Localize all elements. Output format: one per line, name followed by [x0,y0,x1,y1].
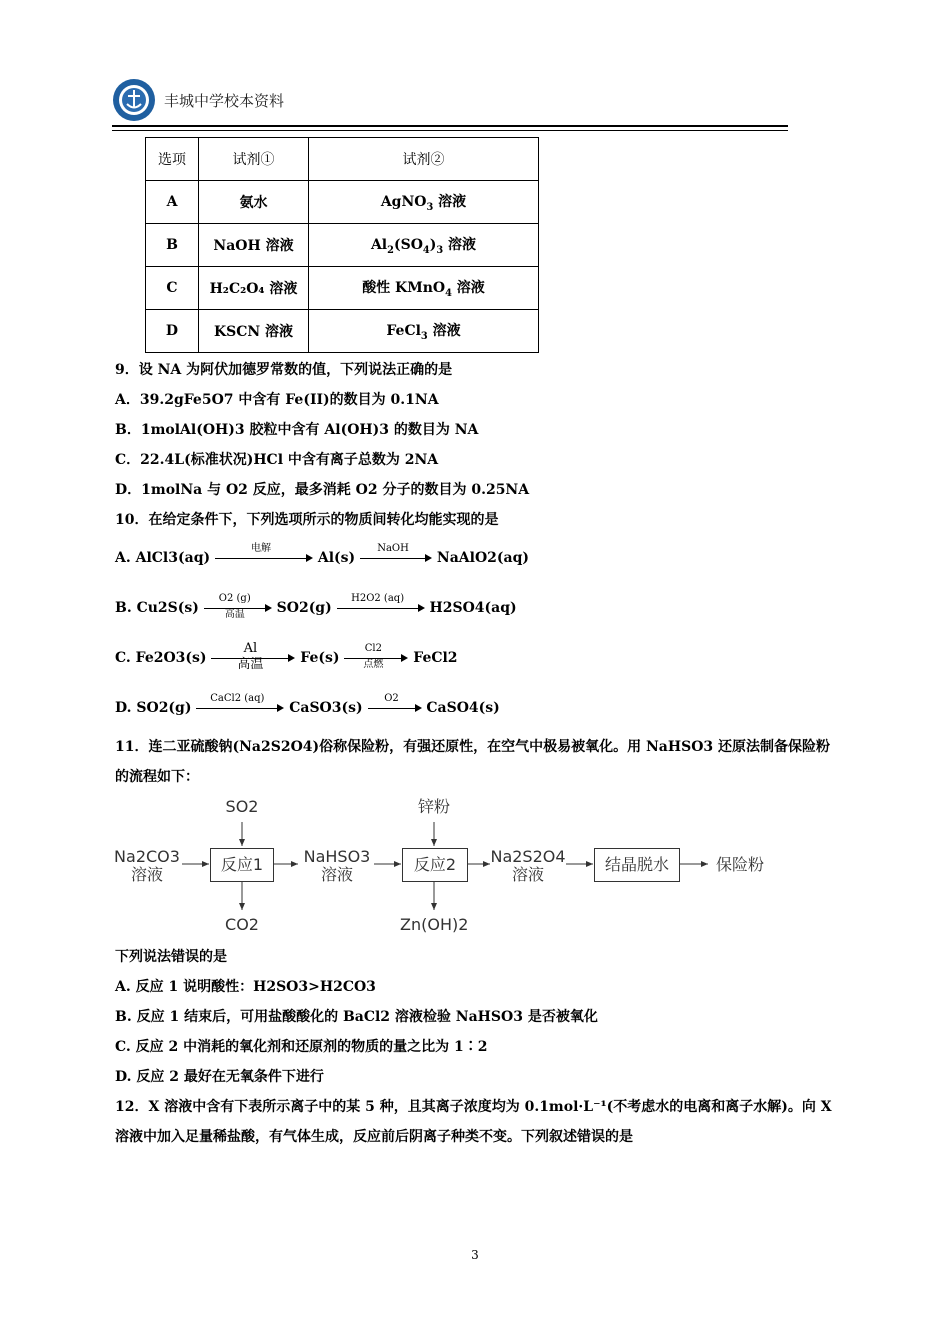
q9-stem: 9．设 NA 为阿伏加德罗常数的值，下列说法正确的是 [115,362,453,378]
reaction-arrow: Al 高温 [211,643,295,673]
table-cell: D [146,310,199,353]
q9-option-a: A．39.2gFe5O7 中含有 Fe(II)的数目为 0.1NA [115,392,439,408]
table-row [146,310,539,353]
reaction-arrow: O2 [368,693,422,723]
flow-node-na2co3: Na2CO3 溶液 [114,847,180,884]
reactant: D. SO2(g) [115,700,192,716]
reaction-arrow: NaOH [360,543,432,573]
table-row [146,267,539,310]
q11-option-b: B. 反应 1 结束后，可用盐酸酸化的 BaCl2 溶液检验 NaHSO3 是否被氧化 [115,1009,598,1025]
flow-output-co2: CO2 [225,915,259,934]
reactant: A. AlCl3(aq) [115,550,211,566]
table-header-cell: 试剂② [309,138,539,181]
q9-option-b: B．1molAl(OH)3 胶粒中含有 Al(OH)3 的数目为 NA [115,422,479,438]
product: CaSO4(s) [426,700,500,716]
q11-option-c: C. 反应 2 中消耗的氧化剂和还原剂的物质的量之比为 1∶2 [115,1039,488,1055]
product: NaAlO2(aq) [436,550,530,566]
reactant: B. Cu2S(s) [115,600,199,616]
table-cell: A [146,181,199,224]
table-cell: KSCN 溶液 [199,310,309,353]
intermediate: CaSO3(s) [289,700,363,716]
q10-option-d [115,693,500,723]
table-header-cell: 选项 [146,138,199,181]
table-header-row [146,138,539,181]
table-cell: H₂C₂O₄ 溶液 [199,267,309,310]
table-cell: 氨水 [199,181,309,224]
product: FeCl2 [413,650,458,666]
reaction-arrow: H2O2 (aq) [337,593,425,623]
reaction-arrow: Cl2 点燃 [344,643,408,673]
process-flow-diagram [112,792,812,942]
q11-option-d: D. 反应 2 最好在无氧条件下进行 [115,1069,324,1085]
q11-ask: 下列说法错误的是 [115,949,227,965]
header-rule-thick [112,125,788,127]
table-cell: NaOH 溶液 [199,224,309,267]
table-cell: $Al_2(SO_4)_3$ 溶液 [309,224,539,267]
page-number: 3 [471,1248,479,1262]
intermediate: Al(s) [317,550,356,566]
flow-input-so2: SO2 [225,797,259,816]
school-name: 丰城中学校本资料 [164,92,285,110]
reaction-arrow: 电解 [215,543,313,573]
flow-box-crystallize: 结晶脱水 [594,848,680,882]
table-header-cell: 试剂① [199,138,309,181]
table-row [146,224,539,267]
header-rule-thin [112,130,788,131]
flow-box-reaction1: 反应1 [210,848,274,882]
table-cell: C [146,267,199,310]
table-cell: AgNO$_3$ 溶液 [309,181,539,224]
q10-option-c [115,643,458,673]
flow-node-na2s2o4: Na2S2O4 溶液 [490,847,566,884]
table-cell: B [146,224,199,267]
q9-option-d: D．1molNa 与 O2 反应，最多消耗 O2 分子的数目为 0.25NA [115,482,530,498]
reactant: C. Fe2O3(s) [115,650,207,666]
q11-option-a: A. 反应 1 说明酸性：H2SO3>H2CO3 [115,979,376,995]
q12-stem: 12．X 溶液中含有下表所示离子中的某 5 种，且其离子浓度均为 0.1mol·L⁻¹(不考虑水的电离和离子水解)。向 X 溶液中加入足量稀盐酸，有气体生成，反应前后阴离子种类不变。下列叙述错误的是 [115,1099,832,1145]
intermediate: SO2(g) [276,600,332,616]
table-cell: FeCl$_3$ 溶液 [309,310,539,353]
q10-option-a [115,543,529,573]
product: H2SO4(aq) [429,600,517,616]
table-cell: 酸性 KMnO$_4$ 溶液 [309,267,539,310]
reaction-arrow: CaCl2 (aq) [196,693,284,723]
q10-option-b [115,593,517,623]
flow-box-reaction2: 反应2 [402,848,468,882]
q10-stem: 10．在给定条件下，下列选项所示的物质间转化均能实现的是 [115,512,499,528]
flow-output-product: 保险粉 [715,855,764,874]
q11-stem: 11．连二亚硫酸钠(Na2S2O4)俗称保险粉，有强还原性，在空气中极易被氧化。用 NaHSO3 还原法制备保险粉的流程如下： [115,739,831,785]
reaction-arrow: O2 (g) 高温 [204,593,272,623]
flow-node-nahso3: NaHSO3 溶液 [303,847,371,884]
intermediate: Fe(s) [300,650,340,666]
flow-input-zinc: 锌粉 [417,797,450,816]
flow-output-znoh2: Zn(OH)2 [400,915,469,934]
q9-option-c: C．22.4L(标准状况)HCl 中含有离子总数为 2NA [115,452,439,468]
table-row [146,181,539,224]
reagent-table [145,137,539,353]
page-header [112,78,788,132]
school-logo-icon [112,78,156,122]
